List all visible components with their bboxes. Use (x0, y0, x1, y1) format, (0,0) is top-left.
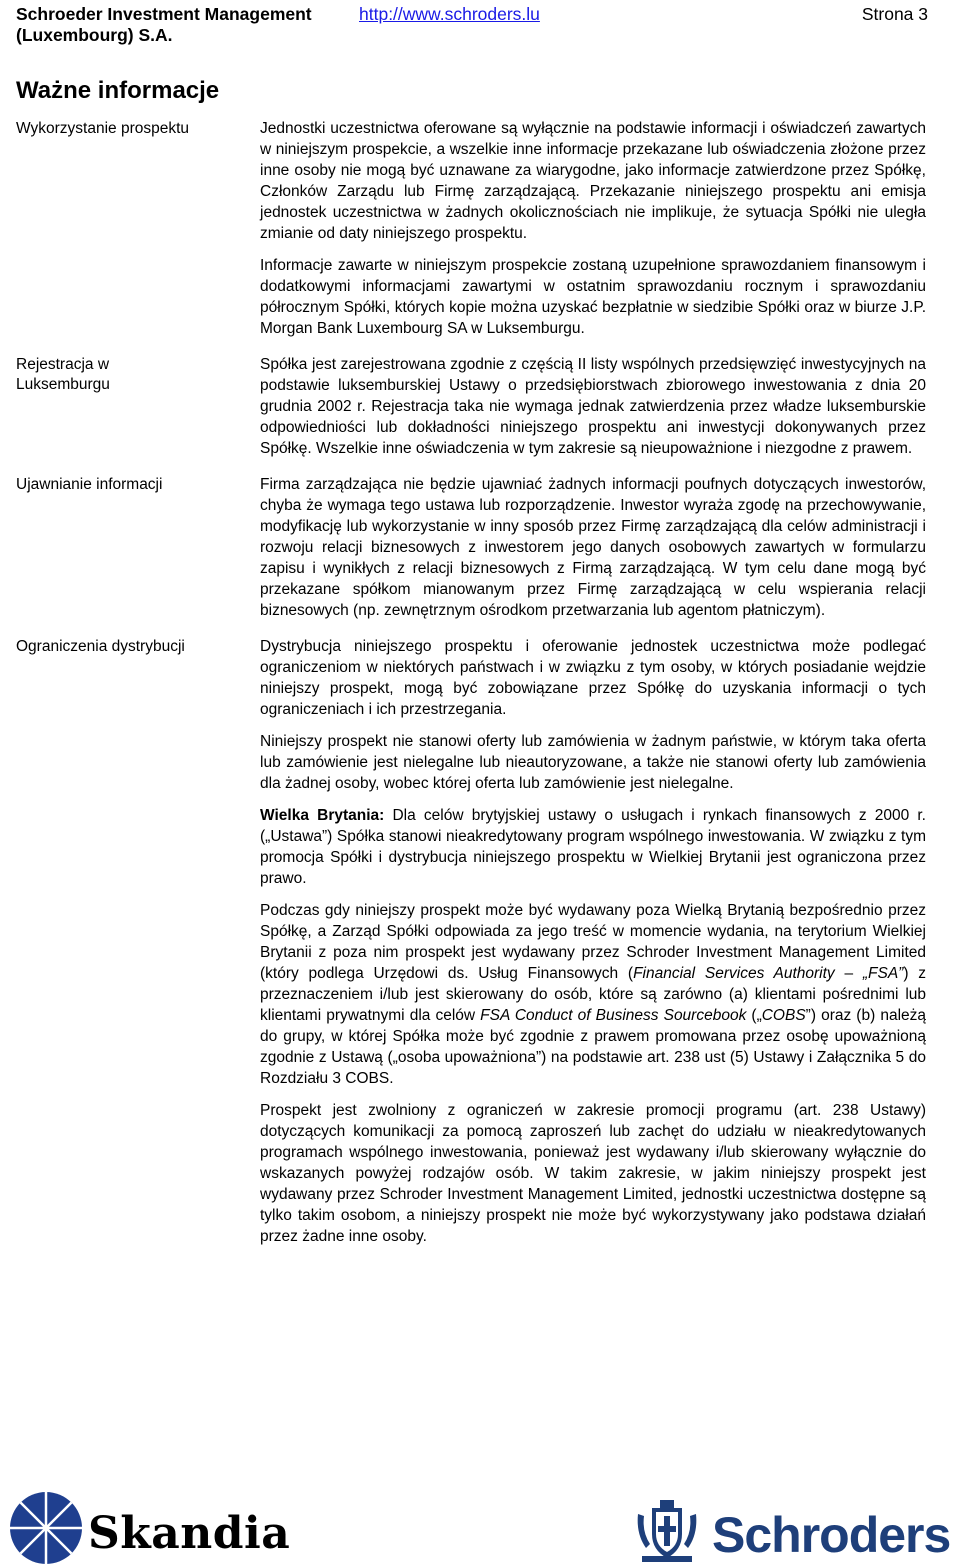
section-body (260, 474, 926, 632)
section-body (260, 118, 926, 350)
company-name-line1: Schroeder Investment Management (16, 4, 312, 24)
website-link[interactable]: http://www.schroders.lu (359, 4, 540, 24)
document-body (16, 118, 928, 1258)
section-registration (16, 354, 928, 470)
skandia-umbrella-logo (8, 1490, 84, 1566)
section-label: Wykorzystanie prospektu (16, 120, 190, 137)
section-body (260, 636, 926, 1258)
section-label: Ograniczenia dystrybucji (16, 638, 185, 655)
skandia-logo-text: Skandia (88, 1508, 291, 1559)
paragraph: Jednostki uczestnictwa oferowane są wyłącznie na podstawie informacji i oświadczeń zawartych w niniejszym prospekcie, a wszelkie inne informacje przekazane lub oświadczenia złożone przez inne osoby nie mogą być uznawane za wiarygodne, jako informacje zatwierdzone przez Spółkę, Członków Zarządu lub Firmę zarządzającą. Przekazanie niniejszego prospektu ani emisja jednostek uczestnictwa w żadnych okolicznościach nie implikuje, że sytuacja Spółki nie uległa zmianie od daty niniejszego prospektu. (260, 120, 926, 242)
company-name-line2: (Luxembourg) S.A. (16, 25, 173, 45)
paragraph-fsa: Podczas gdy niniejszy prospekt może być wydawany poza Wielką Brytanią bezpośrednio przez Spółkę, a Zarząd Spółki odpowiada za jego treść w momencie wydania, na terytorium Wielkiej Brytanii z poza nim prospekt jest wydawany przez Schroder Investment Management Limited (który podlega Urzędowi ds. Usług Finansowych (Financial Services Authority – „FSA”) z przeznaczeniem i/lub jest skierowany do osób, które są zarówno (a) klientami pośrednimi lub klientami prywatnymi dla celów FSA Conduct of Business Sourcebook („COBS”) oraz (b) należą do grupy, w której Spółka może być zgodnie z prawem promowana przez osobę upoważnioną zgodnie z Ustawą („osoba upoważniona”) na podstawie art. 238 ust (5) Ustawy i Załącznika 5 do Rozdziału 3 COBS. (260, 902, 927, 1087)
schroders-crest-logo (634, 1500, 700, 1564)
page-number: Strona 3 (861, 4, 928, 24)
paragraph: Niniejszy prospekt nie stanowi oferty lub zamówienia w żadnym państwie, w którym taka oferta lub zamówienie jest nielegalne lub nieautoryzowane, a także nie stanowi oferty lub zamówienia dla żadnej osoby, wobec której oferta lub zamówienie jest nielegalne. (260, 733, 926, 792)
schroders-logo-text: Schroders (712, 1507, 951, 1563)
section-prospectus-use (16, 118, 928, 350)
company-name (16, 4, 312, 46)
paragraph: Prospekt jest zwolniony z ograniczeń w zakresie promocji programu (art. 238 Ustawy) dotyczących komunikacji za pomocą zaproszeń lub zachęt do udziału w nieakredytowanych programach wspólnego inwestowania, ponieważ jest wydawany i/lub skierowany wyłącznie do wskazanych powyżej rodzajów osób. W takim zakresie, w jakim niniejszy prospekt jest wydawany przez Schroder Investment Management Limited, jednostki uczestnictwa dostępne są tylko takim osobom, a niniejszy prospekt nie może być wykorzystywany jako podstawa działań przez żadne inne osoby. (260, 1102, 926, 1245)
paragraph: Firma zarządzająca nie będzie ujawniać żadnych informacji poufnych dotyczących inwestorów, chyba że wymaga tego ustawa lub rozporządzenie. Inwestor wyraża zgodę na przechowywanie, modyfikację lub wykorzystanie w inny sposób przez Firmę zarządzającą dla celów administracji i rozwoju relacji biznesowych z inwestorem jego danych osobowych zawartych w formularzu zapisu i wynikłych z relacji biznesowych z Firmą zarządzającą. W tym celu dane mogą być przekazane spółkom mianowanym przez Firmę zarządzającą w celu wspierania relacji biznesowych (np. zewnętrznym ośrodkom przetwarzania lub agentom płatniczym). (260, 476, 926, 619)
page-header (16, 4, 928, 48)
page-title: Ważne informacje (16, 77, 220, 104)
section-distribution-restrictions (16, 636, 928, 1258)
section-body (260, 354, 926, 470)
paragraph: Dystrybucja niniejszego prospektu i oferowanie jednostek uczestnictwa może podlegać ograniczeniom w niektórych państwach i w związku z tym osoby, w których posiadanie wejdzie niniejszy prospekt, mogą być zobowiązane przez Spółkę do uzyskania informacji o tych ograniczeniach i ich przestrzegania. (260, 638, 926, 718)
section-label-line1: Rejestracja w (16, 356, 110, 373)
uk-heading: Wielka Brytania: (260, 807, 385, 824)
paragraph: Spółka jest zarejestrowana zgodnie z częścią II listy wspólnych przedsięwzięć inwestycyjnych na podstawie luksemburskiej Ustawy o przedsiębiorstwach zbiorowego inwestowania z dnia 20 grudnia 2002 r. Rejestracja taka nie wymaga jednak zatwierdzenia przez władze luksemburskie odpowiedniości lub dokładności niniejszego prospektu ani inwestycji dokonywanych przez Spółkę. Wszelkie inne oświadczenia w tym zakresie są nieupoważnione i niezgodne z prawem. (260, 356, 926, 457)
paragraph: Informacje zawarte w niniejszym prospekcie zostaną uzupełnione sprawozdaniem finansowym i dodatkowymi informacjami zawartymi w ostatnim sprawozdaniu rocznym i sprawozdaniu półrocznym Spółki, których kopie można uzyskać bezpłatnie w siedzibie Spółki oraz w biurze J.P. Morgan Bank Luxembourg SA w Luksemburgu. (260, 257, 926, 337)
section-label: Ujawnianie informacji (16, 476, 163, 493)
page-footer (0, 1476, 960, 1568)
section-label-line2: Luksemburgu (16, 376, 110, 393)
paragraph-uk: Wielka Brytania: Dla celów brytyjskiej ustawy o usługach i rynkach finansowych z 2000 r. („Ustawa”) Spółka stanowi nieakredytowany program wspólnego inwestowania. W związku z tym promocja Spółki i dystrybucja niniejszego prospektu w Wielkiej Brytanii jest ograniczona przez prawo. (260, 807, 926, 887)
section-disclosure (16, 474, 928, 632)
section-label (16, 354, 260, 470)
